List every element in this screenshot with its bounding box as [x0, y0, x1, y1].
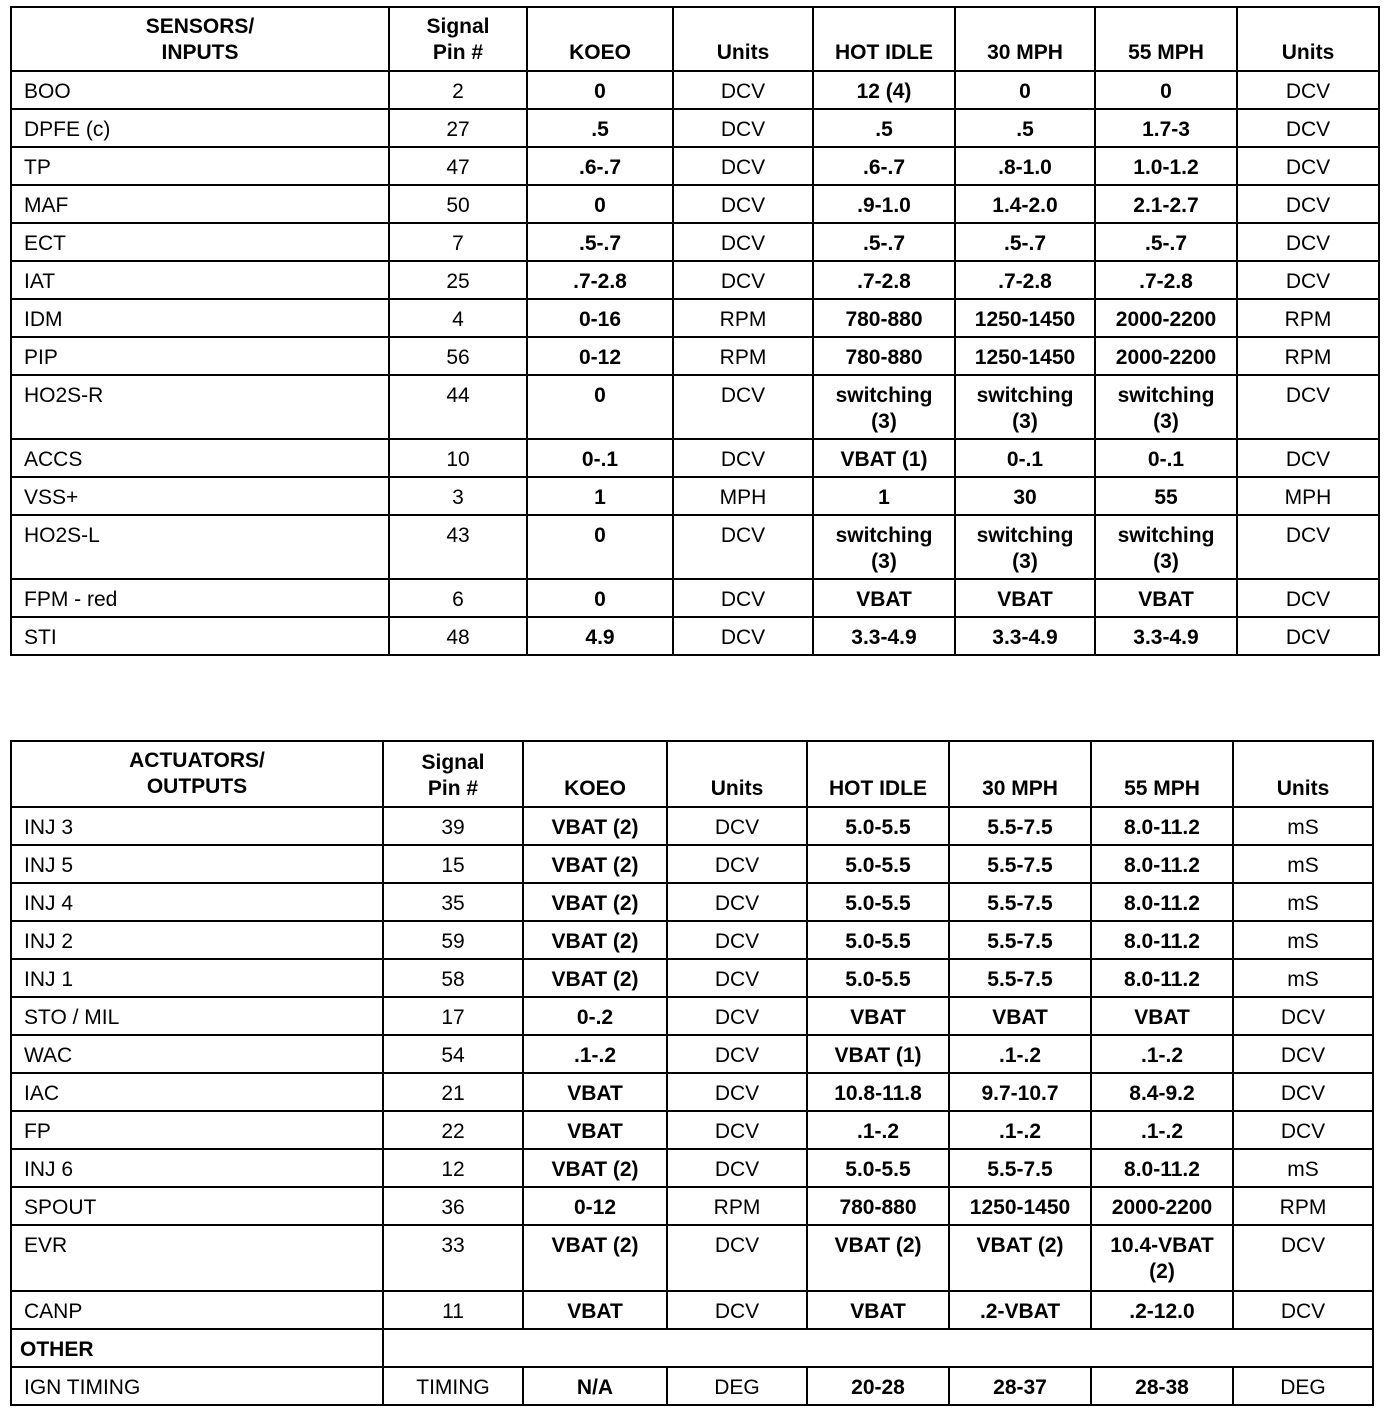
- cell-hot-idle: 5.0-5.5: [807, 845, 949, 883]
- cell-units2: DCV: [1237, 439, 1379, 477]
- cell-units2: DCV: [1233, 1225, 1373, 1291]
- cell-55-mph: 0: [1095, 71, 1237, 109]
- cell-55-mph: 8.0-11.2: [1091, 921, 1233, 959]
- cell-pin: 43: [389, 515, 527, 579]
- cell-hot-idle: 5.0-5.5: [807, 959, 949, 997]
- cell-koeo: VBAT (2): [523, 883, 667, 921]
- cell-pin: 3: [389, 477, 527, 515]
- cell-koeo: 0: [527, 375, 673, 439]
- cell-hot-idle: 5.0-5.5: [807, 1149, 949, 1187]
- cell-units: RPM: [667, 1187, 807, 1225]
- cell-55-mph: 8.0-11.2: [1091, 883, 1233, 921]
- cell-name: STO / MIL: [11, 997, 383, 1035]
- cell-name: IAT: [11, 261, 389, 299]
- cell-units2: DCV: [1237, 261, 1379, 299]
- cell-name: DPFE (c): [11, 109, 389, 147]
- cell-55-mph: .5-.7: [1095, 223, 1237, 261]
- cell-55-mph: .2-12.0: [1091, 1291, 1233, 1329]
- table-row: [11, 109, 1379, 147]
- cell-units: DCV: [667, 921, 807, 959]
- cell-name: ACCS: [11, 439, 389, 477]
- cell-30-mph: 9.7-10.7: [949, 1073, 1091, 1111]
- cell-name: CANP: [11, 1291, 383, 1329]
- cell-units2: DCV: [1237, 109, 1379, 147]
- cell-hot-idle: VBAT (1): [807, 1035, 949, 1073]
- cell-name: IGN TIMING: [11, 1367, 383, 1405]
- cell-name: INJ 4: [11, 883, 383, 921]
- cell-hot-idle: .7-2.8: [813, 261, 955, 299]
- cell-hot-idle: 780-880: [813, 299, 955, 337]
- cell-units: DCV: [667, 807, 807, 845]
- cell-pin: 50: [389, 185, 527, 223]
- cell-koeo: 0: [527, 515, 673, 579]
- column-header-hot-idle: HOT IDLE: [813, 7, 955, 71]
- cell-units: DCV: [673, 515, 813, 579]
- cell-55-mph: 8.0-11.2: [1091, 1149, 1233, 1187]
- cell-hot-idle: 10.8-11.8: [807, 1073, 949, 1111]
- cell-name: SPOUT: [11, 1187, 383, 1225]
- cell-30-mph: .5-.7: [955, 223, 1095, 261]
- cell-pin: 36: [383, 1187, 523, 1225]
- cell-pin: 2: [389, 71, 527, 109]
- column-header-name: SENSORS/ INPUTS: [11, 7, 389, 71]
- cell-koeo: N/A: [523, 1367, 667, 1405]
- table-row: [11, 807, 1373, 845]
- cell-55-mph: VBAT: [1091, 997, 1233, 1035]
- cell-pin: 39: [383, 807, 523, 845]
- cell-units2: DCV: [1233, 1035, 1373, 1073]
- cell-units: DCV: [667, 1073, 807, 1111]
- table-row: [11, 439, 1379, 477]
- cell-name: HO2S-L: [11, 515, 389, 579]
- table-row: [11, 147, 1379, 185]
- column-header-units: Units: [673, 7, 813, 71]
- cell-name: MAF: [11, 185, 389, 223]
- cell-30-mph: .7-2.8: [955, 261, 1095, 299]
- cell-30-mph: 5.5-7.5: [949, 883, 1091, 921]
- cell-koeo: 0-.1: [527, 439, 673, 477]
- cell-units: DCV: [673, 261, 813, 299]
- cell-pin: 11: [383, 1291, 523, 1329]
- cell-hot-idle: VBAT: [807, 997, 949, 1035]
- cell-koeo: 4.9: [527, 617, 673, 655]
- column-header-30-mph: 30 MPH: [955, 7, 1095, 71]
- cell-pin: 21: [383, 1073, 523, 1111]
- cell-55-mph: 8.0-11.2: [1091, 807, 1233, 845]
- cell-units: DCV: [667, 1035, 807, 1073]
- cell-hot-idle: 5.0-5.5: [807, 921, 949, 959]
- cell-units2: mS: [1233, 845, 1373, 883]
- cell-hot-idle: .5-.7: [813, 223, 955, 261]
- other-section-label: OTHER: [11, 1329, 383, 1367]
- cell-units: DCV: [667, 1225, 807, 1291]
- table-row: [11, 71, 1379, 109]
- ign-timing-row: [11, 1367, 1373, 1405]
- cell-units: DCV: [673, 375, 813, 439]
- cell-30-mph: 1.4-2.0: [955, 185, 1095, 223]
- cell-hot-idle: 3.3-4.9: [813, 617, 955, 655]
- cell-koeo: 1: [527, 477, 673, 515]
- cell-koeo: 0-.2: [523, 997, 667, 1035]
- table-row: [11, 617, 1379, 655]
- cell-55-mph: 2000-2200: [1091, 1187, 1233, 1225]
- table-row: [11, 337, 1379, 375]
- cell-name: HO2S-R: [11, 375, 389, 439]
- cell-hot-idle: 5.0-5.5: [807, 883, 949, 921]
- cell-units2: DCV: [1237, 71, 1379, 109]
- cell-units2: DCV: [1233, 997, 1373, 1035]
- cell-hot-idle: 780-880: [813, 337, 955, 375]
- cell-units2: RPM: [1233, 1187, 1373, 1225]
- cell-koeo: 0-16: [527, 299, 673, 337]
- cell-55-mph: 1.0-1.2: [1095, 147, 1237, 185]
- cell-units2: RPM: [1237, 299, 1379, 337]
- cell-units: DEG: [667, 1367, 807, 1405]
- cell-units: DCV: [673, 147, 813, 185]
- cell-name: FPM - red: [11, 579, 389, 617]
- cell-pin: 7: [389, 223, 527, 261]
- cell-30-mph: switching (3): [955, 515, 1095, 579]
- table-row: [11, 1111, 1373, 1149]
- cell-30-mph: .1-.2: [949, 1111, 1091, 1149]
- cell-units: DCV: [667, 997, 807, 1035]
- cell-30-mph: 1250-1450: [955, 299, 1095, 337]
- cell-name: VSS+: [11, 477, 389, 515]
- cell-30-mph: VBAT: [955, 579, 1095, 617]
- column-header-koeo: KOEO: [527, 7, 673, 71]
- cell-koeo: VBAT (2): [523, 921, 667, 959]
- cell-30-mph: switching (3): [955, 375, 1095, 439]
- cell-30-mph: .8-1.0: [955, 147, 1095, 185]
- cell-units: DCV: [673, 71, 813, 109]
- column-header-units: Units: [667, 741, 807, 807]
- cell-units2: RPM: [1237, 337, 1379, 375]
- table-row: [11, 299, 1379, 337]
- cell-units: DCV: [667, 1149, 807, 1187]
- sensors-header-row: [11, 7, 1379, 71]
- column-header-pin: Signal Pin #: [389, 7, 527, 71]
- cell-units2: MPH: [1237, 477, 1379, 515]
- cell-koeo: .5-.7: [527, 223, 673, 261]
- cell-units: DCV: [673, 185, 813, 223]
- table-row: [11, 375, 1379, 439]
- cell-koeo: VBAT (2): [523, 807, 667, 845]
- cell-55-mph: VBAT: [1095, 579, 1237, 617]
- cell-koeo: 0: [527, 185, 673, 223]
- cell-55-mph: .1-.2: [1091, 1035, 1233, 1073]
- cell-koeo: 0-12: [523, 1187, 667, 1225]
- cell-koeo: .7-2.8: [527, 261, 673, 299]
- cell-30-mph: .1-.2: [949, 1035, 1091, 1073]
- cell-pin: 47: [389, 147, 527, 185]
- cell-pin: 25: [389, 261, 527, 299]
- other-section-row: [11, 1329, 1373, 1367]
- cell-55-mph: .1-.2: [1091, 1111, 1233, 1149]
- cell-units2: mS: [1233, 883, 1373, 921]
- cell-55-mph: 1.7-3: [1095, 109, 1237, 147]
- cell-units2: DCV: [1237, 185, 1379, 223]
- cell-units: MPH: [673, 477, 813, 515]
- cell-name: ECT: [11, 223, 389, 261]
- cell-koeo: VBAT (2): [523, 959, 667, 997]
- cell-units2: mS: [1233, 807, 1373, 845]
- cell-name: WAC: [11, 1035, 383, 1073]
- cell-pin: 15: [383, 845, 523, 883]
- cell-55-mph: 28-38: [1091, 1367, 1233, 1405]
- table-row: [11, 921, 1373, 959]
- cell-koeo: VBAT: [523, 1073, 667, 1111]
- cell-koeo: 0: [527, 579, 673, 617]
- table-row: [11, 579, 1379, 617]
- column-header-name: ACTUATORS/ OUTPUTS: [11, 741, 383, 807]
- cell-pin: 22: [383, 1111, 523, 1149]
- column-header-units2: Units: [1233, 741, 1373, 807]
- actuators-body: [11, 807, 1373, 1405]
- cell-pin: 44: [389, 375, 527, 439]
- cell-30-mph: 28-37: [949, 1367, 1091, 1405]
- cell-pin: TIMING: [383, 1367, 523, 1405]
- cell-units2: mS: [1233, 959, 1373, 997]
- column-header-55-mph: 55 MPH: [1095, 7, 1237, 71]
- cell-name: PIP: [11, 337, 389, 375]
- table-row: [11, 1291, 1373, 1329]
- cell-55-mph: 10.4-VBAT (2): [1091, 1225, 1233, 1291]
- cell-30-mph: 5.5-7.5: [949, 845, 1091, 883]
- cell-koeo: VBAT: [523, 1291, 667, 1329]
- cell-units2: DCV: [1237, 223, 1379, 261]
- cell-koeo: VBAT: [523, 1111, 667, 1149]
- table-row: [11, 1187, 1373, 1225]
- cell-name: IAC: [11, 1073, 383, 1111]
- column-header-pin: Signal Pin #: [383, 741, 523, 807]
- cell-units2: mS: [1233, 921, 1373, 959]
- cell-30-mph: 5.5-7.5: [949, 959, 1091, 997]
- table-row: [11, 1225, 1373, 1291]
- cell-55-mph: 2000-2200: [1095, 299, 1237, 337]
- cell-55-mph: 0-.1: [1095, 439, 1237, 477]
- cell-55-mph: 55: [1095, 477, 1237, 515]
- cell-name: EVR: [11, 1225, 383, 1291]
- cell-koeo: VBAT (2): [523, 845, 667, 883]
- cell-koeo: .6-.7: [527, 147, 673, 185]
- cell-name: STI: [11, 617, 389, 655]
- column-header-hot-idle: HOT IDLE: [807, 741, 949, 807]
- cell-55-mph: 3.3-4.9: [1095, 617, 1237, 655]
- column-header-30-mph: 30 MPH: [949, 741, 1091, 807]
- cell-koeo: VBAT (2): [523, 1225, 667, 1291]
- cell-name: IDM: [11, 299, 389, 337]
- table-row: [11, 477, 1379, 515]
- cell-hot-idle: 20-28: [807, 1367, 949, 1405]
- cell-hot-idle: VBAT: [813, 579, 955, 617]
- cell-name: INJ 3: [11, 807, 383, 845]
- cell-55-mph: 2.1-2.7: [1095, 185, 1237, 223]
- cell-30-mph: .2-VBAT: [949, 1291, 1091, 1329]
- cell-koeo: 0: [527, 71, 673, 109]
- cell-koeo: .1-.2: [523, 1035, 667, 1073]
- actuators-header-row: [11, 741, 1373, 807]
- cell-30-mph: 30: [955, 477, 1095, 515]
- cell-30-mph: VBAT (2): [949, 1225, 1091, 1291]
- cell-units2: DCV: [1237, 375, 1379, 439]
- column-header-55-mph: 55 MPH: [1091, 741, 1233, 807]
- cell-units: DCV: [673, 223, 813, 261]
- cell-pin: 35: [383, 883, 523, 921]
- cell-pin: 56: [389, 337, 527, 375]
- cell-units: DCV: [673, 579, 813, 617]
- cell-pin: 48: [389, 617, 527, 655]
- table-row: [11, 959, 1373, 997]
- cell-30-mph: 0: [955, 71, 1095, 109]
- cell-name: INJ 1: [11, 959, 383, 997]
- cell-name: TP: [11, 147, 389, 185]
- other-section-blank: [383, 1329, 1373, 1367]
- cell-hot-idle: switching (3): [813, 375, 955, 439]
- cell-55-mph: 8.4-9.2: [1091, 1073, 1233, 1111]
- sensors-inputs-table: [10, 6, 1380, 656]
- cell-hot-idle: .6-.7: [813, 147, 955, 185]
- cell-units: DCV: [667, 845, 807, 883]
- cell-units2: DCV: [1237, 579, 1379, 617]
- cell-units: DCV: [673, 109, 813, 147]
- cell-30-mph: VBAT: [949, 997, 1091, 1035]
- cell-name: INJ 6: [11, 1149, 383, 1187]
- cell-units2: DCV: [1233, 1291, 1373, 1329]
- table-row: [11, 185, 1379, 223]
- cell-units: DCV: [667, 883, 807, 921]
- cell-55-mph: switching (3): [1095, 515, 1237, 579]
- table-row: [11, 845, 1373, 883]
- table-row: [11, 1073, 1373, 1111]
- cell-hot-idle: 5.0-5.5: [807, 807, 949, 845]
- table-row: [11, 223, 1379, 261]
- cell-hot-idle: 12 (4): [813, 71, 955, 109]
- cell-30-mph: 5.5-7.5: [949, 1149, 1091, 1187]
- cell-55-mph: 8.0-11.2: [1091, 845, 1233, 883]
- cell-pin: 58: [383, 959, 523, 997]
- cell-hot-idle: VBAT (1): [813, 439, 955, 477]
- cell-units2: DCV: [1233, 1073, 1373, 1111]
- cell-units2: DCV: [1237, 515, 1379, 579]
- cell-55-mph: 2000-2200: [1095, 337, 1237, 375]
- table-row: [11, 261, 1379, 299]
- cell-koeo: VBAT (2): [523, 1149, 667, 1187]
- cell-hot-idle: 1: [813, 477, 955, 515]
- actuators-outputs-table: [10, 740, 1374, 1406]
- cell-pin: 17: [383, 997, 523, 1035]
- cell-pin: 4: [389, 299, 527, 337]
- cell-name: BOO: [11, 71, 389, 109]
- cell-units: DCV: [667, 1111, 807, 1149]
- cell-hot-idle: .1-.2: [807, 1111, 949, 1149]
- cell-units2: DEG: [1233, 1367, 1373, 1405]
- cell-units: RPM: [673, 299, 813, 337]
- column-header-koeo: KOEO: [523, 741, 667, 807]
- table-row: [11, 1035, 1373, 1073]
- cell-55-mph: 8.0-11.2: [1091, 959, 1233, 997]
- table-row: [11, 1149, 1373, 1187]
- table-row: [11, 883, 1373, 921]
- cell-name: FP: [11, 1111, 383, 1149]
- cell-30-mph: 1250-1450: [955, 337, 1095, 375]
- cell-units2: DCV: [1233, 1111, 1373, 1149]
- cell-55-mph: switching (3): [1095, 375, 1237, 439]
- cell-units: DCV: [673, 439, 813, 477]
- cell-units: DCV: [667, 959, 807, 997]
- cell-units: DCV: [667, 1291, 807, 1329]
- cell-pin: 33: [383, 1225, 523, 1291]
- cell-55-mph: .7-2.8: [1095, 261, 1237, 299]
- cell-units2: mS: [1233, 1149, 1373, 1187]
- cell-units: RPM: [673, 337, 813, 375]
- cell-pin: 6: [389, 579, 527, 617]
- cell-units2: DCV: [1237, 147, 1379, 185]
- cell-name: INJ 5: [11, 845, 383, 883]
- cell-hot-idle: 780-880: [807, 1187, 949, 1225]
- column-header-units2: Units: [1237, 7, 1379, 71]
- cell-koeo: .5: [527, 109, 673, 147]
- cell-pin: 27: [389, 109, 527, 147]
- cell-pin: 10: [389, 439, 527, 477]
- cell-30-mph: 3.3-4.9: [955, 617, 1095, 655]
- table-row: [11, 515, 1379, 579]
- cell-hot-idle: switching (3): [813, 515, 955, 579]
- cell-hot-idle: .9-1.0: [813, 185, 955, 223]
- cell-name: INJ 2: [11, 921, 383, 959]
- cell-30-mph: .5: [955, 109, 1095, 147]
- cell-koeo: 0-12: [527, 337, 673, 375]
- cell-pin: 54: [383, 1035, 523, 1073]
- cell-30-mph: 1250-1450: [949, 1187, 1091, 1225]
- cell-30-mph: 5.5-7.5: [949, 921, 1091, 959]
- cell-units2: DCV: [1237, 617, 1379, 655]
- cell-30-mph: 0-.1: [955, 439, 1095, 477]
- sensors-body: [11, 71, 1379, 655]
- cell-hot-idle: VBAT: [807, 1291, 949, 1329]
- cell-pin: 59: [383, 921, 523, 959]
- table-row: [11, 997, 1373, 1035]
- cell-30-mph: 5.5-7.5: [949, 807, 1091, 845]
- cell-hot-idle: VBAT (2): [807, 1225, 949, 1291]
- cell-hot-idle: .5: [813, 109, 955, 147]
- cell-pin: 12: [383, 1149, 523, 1187]
- cell-units: DCV: [673, 617, 813, 655]
